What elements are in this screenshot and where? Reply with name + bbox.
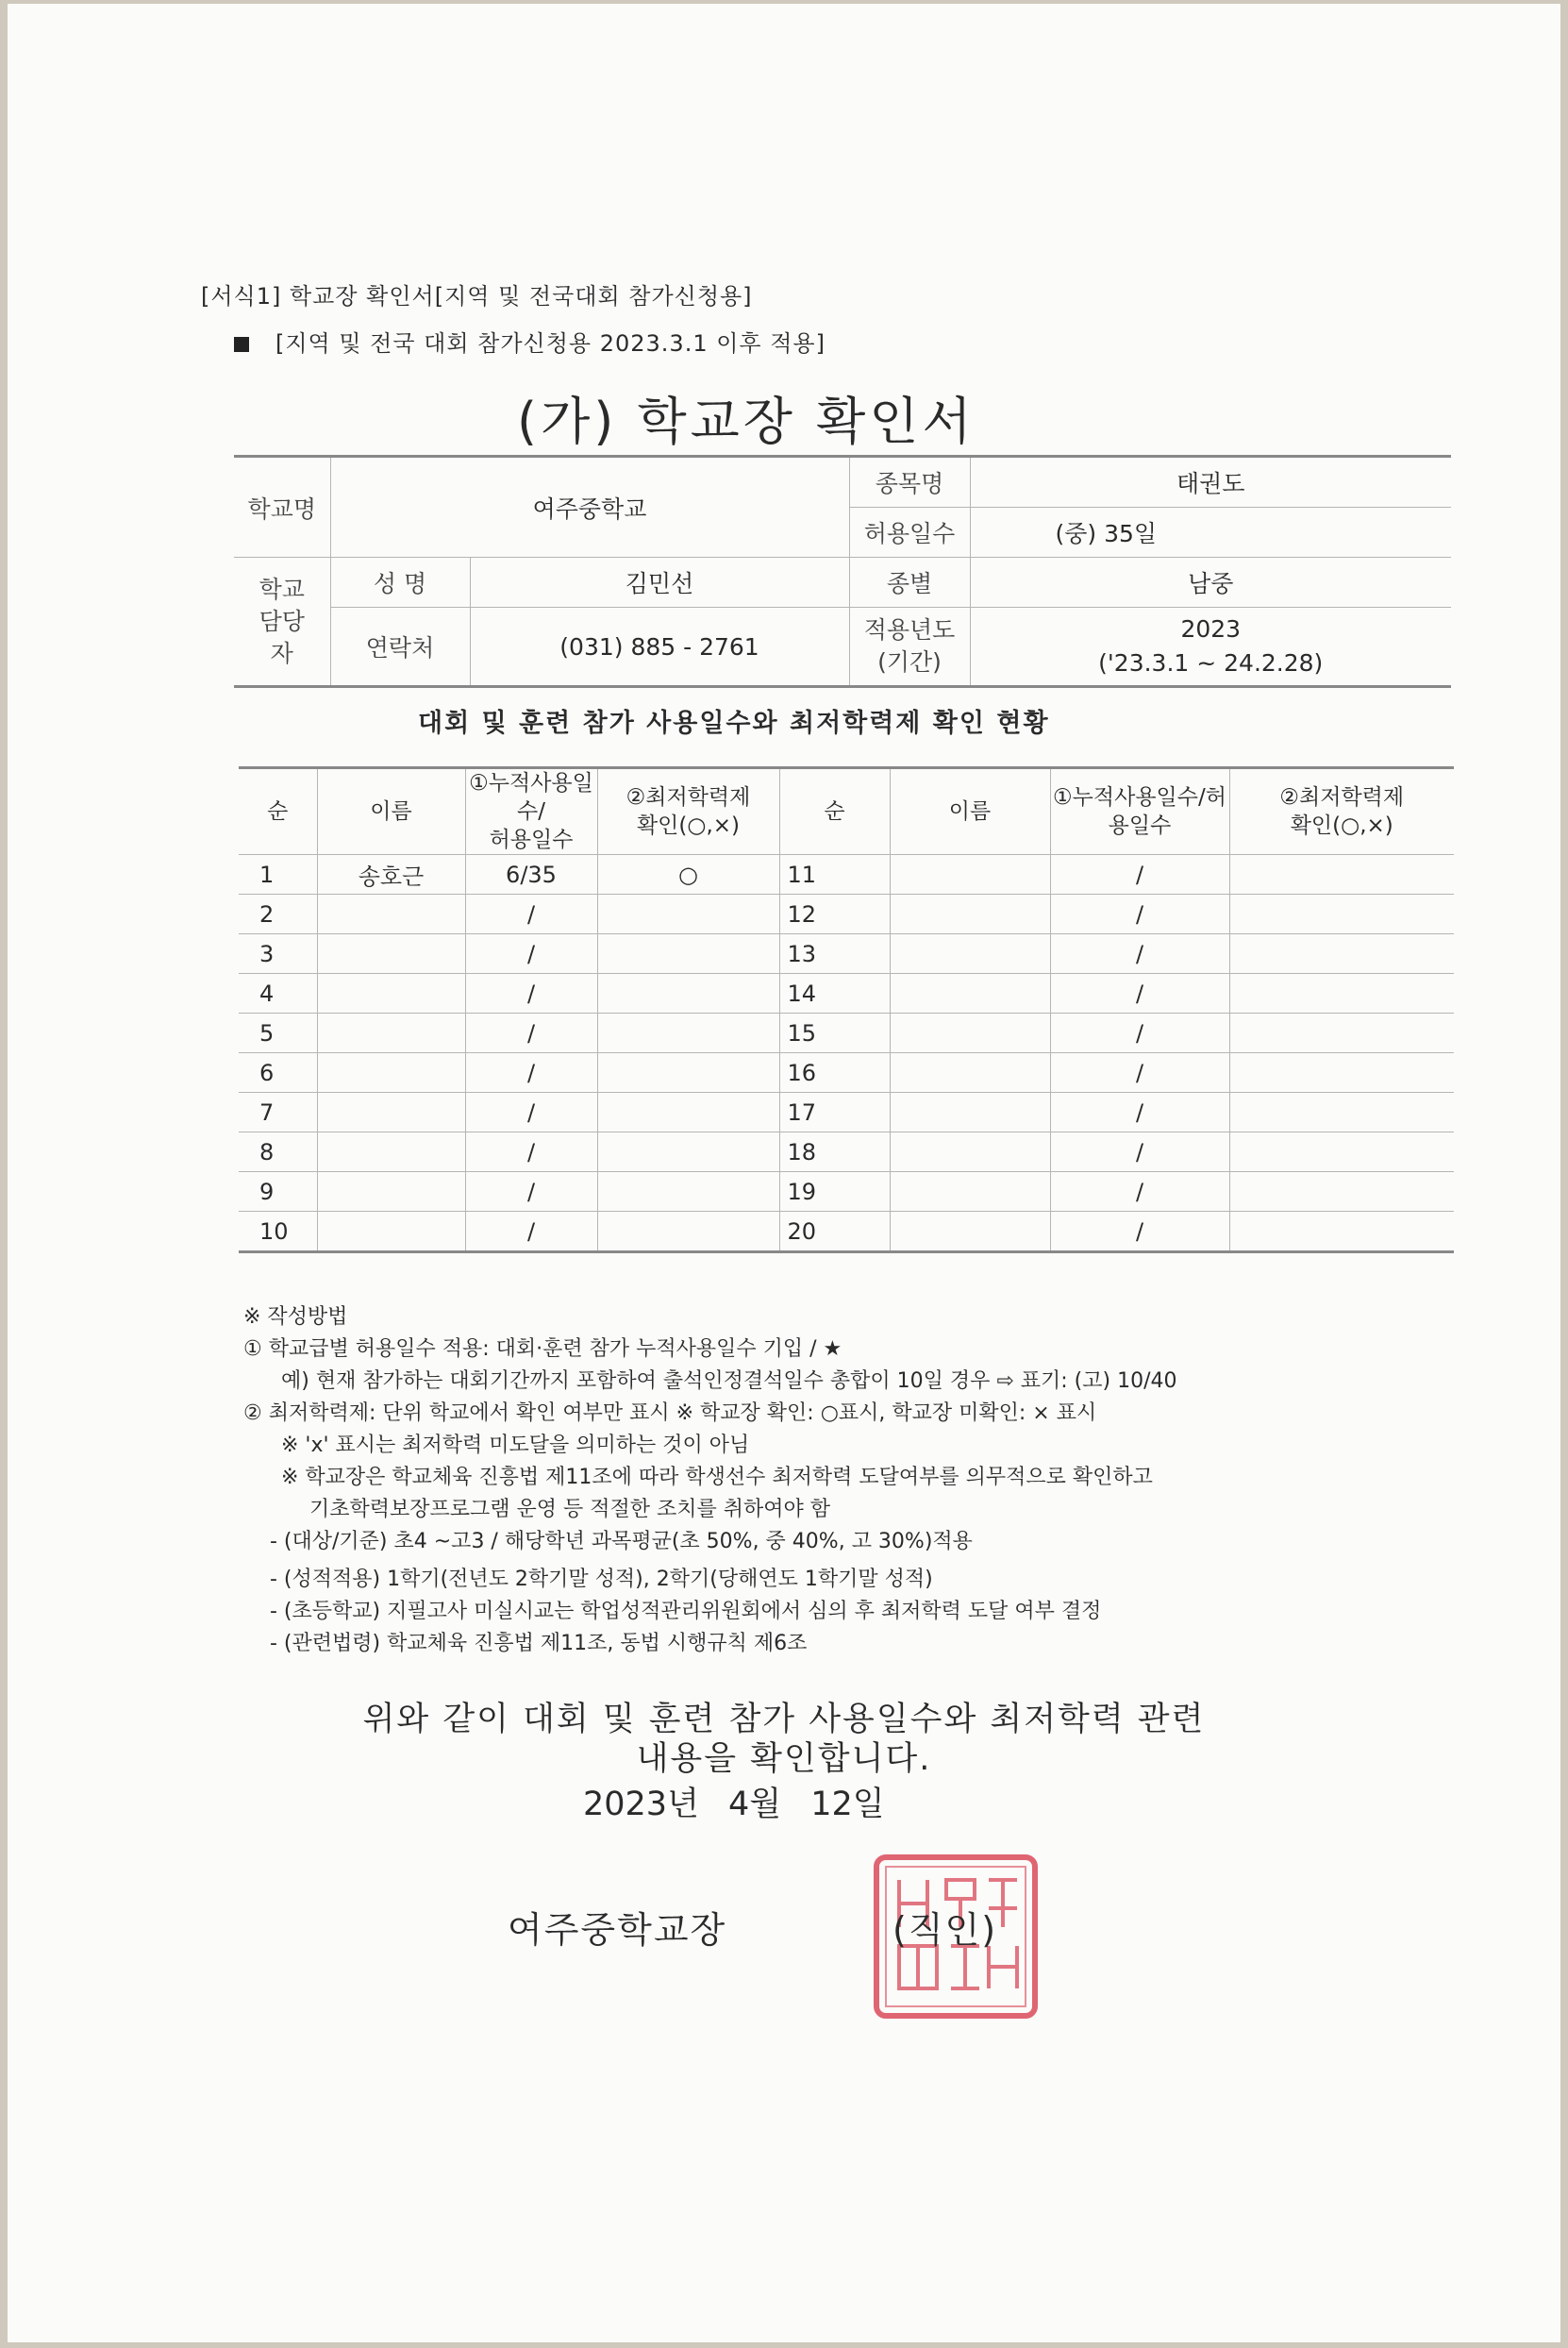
row-days: / [465, 1172, 597, 1212]
row-number: 2 [239, 895, 317, 934]
col-header-days [465, 768, 597, 855]
row-check-2 [1229, 1132, 1454, 1172]
row-days-2: / [1050, 1053, 1229, 1093]
name-value: 김민선 [470, 558, 849, 608]
row-days: / [465, 895, 597, 934]
info-table [234, 455, 1451, 688]
row-days: / [465, 1053, 597, 1093]
row-days-2: / [1050, 1132, 1229, 1172]
event-label: 종목명 [849, 457, 970, 508]
row-name-2 [890, 1172, 1050, 1212]
col-header-days2-line1: ①누적사용일수/허 [1053, 785, 1226, 810]
row-check [597, 1132, 779, 1172]
row-days-2: / [1050, 1172, 1229, 1212]
row-name-2 [890, 1132, 1050, 1172]
row-name-2 [890, 1212, 1050, 1252]
name-label: 성 명 [330, 558, 470, 608]
confirm-line-2: 내용을 확인합니다. [636, 1740, 932, 1778]
row-number-2: 19 [779, 1172, 890, 1212]
col-header-no-2: 순 [779, 768, 890, 855]
page-title: (가) 학교장 확인서 [517, 392, 976, 451]
row-name [317, 1053, 465, 1093]
instructions [243, 1301, 1176, 1660]
row-number-2: 17 [779, 1093, 890, 1132]
row-check [597, 895, 779, 934]
row-number: 4 [239, 974, 317, 1014]
form-label: [서식1] 학교장 확인서[지역 및 전국대회 참가신청용] [201, 283, 753, 310]
row-name [317, 1014, 465, 1053]
col-header-days-line2: 허용일수 [489, 828, 574, 852]
row-number-2: 18 [779, 1132, 890, 1172]
row-check [597, 1093, 779, 1132]
row-check-2 [1229, 1014, 1454, 1053]
year-value-cell [970, 608, 1451, 687]
row-name [317, 895, 465, 934]
row-check [597, 1212, 779, 1252]
row-name-2 [890, 1053, 1050, 1093]
col-header-acad-line1: ②최저학력제 [626, 785, 751, 810]
table-row [239, 855, 1454, 895]
row-number: 3 [239, 934, 317, 974]
row-name [317, 1212, 465, 1252]
school-name: 여주중학교 [330, 457, 849, 558]
row-check-2 [1229, 1093, 1454, 1132]
col-header-name-2: 이름 [890, 768, 1050, 855]
col-header-acad2-line1: ②최저학력제 [1279, 785, 1405, 810]
row-name-2 [890, 934, 1050, 974]
row-number-2: 13 [779, 934, 890, 974]
row-days-2: / [1050, 1212, 1229, 1252]
row-number: 5 [239, 1014, 317, 1053]
row-days: / [465, 1212, 597, 1252]
row-number-2: 20 [779, 1212, 890, 1252]
category-label: 종별 [849, 558, 970, 608]
document-page [8, 4, 1560, 2342]
confirm-line-1: 위와 같이 대회 및 훈련 참가 사용일수와 최저학력 관련 [362, 1701, 1206, 1738]
detail-3: - (초등학교) 지필고사 미실시교는 학업성적관리위원회에서 심의 후 최저학력 도달 여부 결정 [270, 1600, 1102, 1623]
contact-label: 연락처 [330, 608, 470, 687]
row-number-2: 14 [779, 974, 890, 1014]
row-days-2: / [1050, 855, 1229, 895]
row-name-2 [890, 1093, 1050, 1132]
period-value: ('23.3.1 ~ 24.2.28) [1098, 649, 1324, 677]
principal-title: 여주중학교장 [508, 1909, 727, 1951]
row-number: 10 [239, 1212, 317, 1252]
row-number-2: 15 [779, 1014, 890, 1053]
table-row [239, 1132, 1454, 1172]
row-name-2 [890, 974, 1050, 1014]
row-check-2 [1229, 934, 1454, 974]
manager-label: 학교 담당자 [234, 558, 330, 687]
col-header-days2-line2: 용일수 [1108, 813, 1172, 838]
scope-note-text: [지역 및 전국 대회 참가신청용 2023.3.1 이후 적용] [275, 330, 826, 357]
row-check: ○ [597, 855, 779, 895]
row-check-2 [1229, 1053, 1454, 1093]
row-days-2: / [1050, 895, 1229, 934]
detail-1: - (대상/기준) 초4 ~고3 / 해당학년 과목평균(초 50%, 중 40%, 고 30%)적용 [270, 1530, 973, 1553]
detail-2: - (성적적용) 1학기(전년도 2학기말 성적), 2학기(당해연도 1학기말 성적) [270, 1568, 933, 1591]
confirm-date: 2023년 4월 12일 [583, 1786, 885, 1823]
year-value: 2023 [1180, 615, 1242, 643]
row-name [317, 974, 465, 1014]
row-number-2: 12 [779, 895, 890, 934]
table-row [239, 895, 1454, 934]
row-days: / [465, 1132, 597, 1172]
note-2-b1: ※ 학교장은 학교체육 진흥법 제11조에 따라 학생선수 최저학력 도달여부를 의무적으로 확인하고 [281, 1466, 1153, 1489]
row-name-2 [890, 895, 1050, 934]
year-label-cell [849, 608, 970, 687]
note-2-b2: 기초학력보장프로그램 운영 등 적절한 조치를 취하여야 함 [309, 1498, 831, 1521]
row-name: 송호근 [317, 855, 465, 895]
note-1-example: 예) 현재 참가하는 대회기간까지 포함하여 출석인정결석일수 총합이 10일 경우 ⇨ 표기: (고) 10/40 [281, 1369, 1177, 1393]
contact-value: (031) 885 - 2761 [470, 608, 849, 687]
row-name [317, 1132, 465, 1172]
table-subtitle: 대회 및 훈련 참가 사용일수와 최저학력제 확인 현황 [418, 709, 1050, 738]
square-bullet-icon [234, 337, 249, 352]
note-2: ② 최저학력제: 단위 학교에서 확인 여부만 표시 ※ 학교장 확인: ○표시, 학교장 미확인: × 표시 [243, 1401, 1097, 1425]
event-value: 태권도 [970, 457, 1451, 508]
notes-heading: ※ 작성방법 [243, 1305, 348, 1329]
row-number: 6 [239, 1053, 317, 1093]
row-days: 6/35 [465, 855, 597, 895]
year-label: 적용년도 [863, 616, 956, 644]
row-number: 8 [239, 1132, 317, 1172]
table-body [239, 855, 1454, 1252]
row-check-2 [1229, 1172, 1454, 1212]
row-number: 9 [239, 1172, 317, 1212]
allowed-days-value: (중) 35일 [970, 508, 1451, 558]
row-check [597, 1172, 779, 1212]
row-check-2 [1229, 974, 1454, 1014]
row-name [317, 1172, 465, 1212]
row-days-2: / [1050, 934, 1229, 974]
row-days-2: / [1050, 1014, 1229, 1053]
table-row [239, 1053, 1454, 1093]
row-name-2 [890, 1014, 1050, 1053]
col-header-days-line1: ①누적사용일수/ [469, 771, 593, 824]
table-row [239, 934, 1454, 974]
seal-label: (직인) [892, 1909, 998, 1951]
row-check [597, 974, 779, 1014]
table-row [239, 1014, 1454, 1053]
col-header-no: 순 [239, 768, 317, 855]
col-header-days-2 [1050, 768, 1229, 855]
col-header-acad-line2: 확인(○,×) [636, 813, 741, 838]
row-name-2 [890, 855, 1050, 895]
row-days: / [465, 1014, 597, 1053]
note-2-a: ※ 'x' 표시는 최저학력 미도달을 의미하는 것이 아님 [281, 1434, 750, 1457]
col-header-acad [597, 768, 779, 855]
participation-table [239, 766, 1454, 1253]
allowed-days-label: 허용일수 [849, 508, 970, 558]
row-name [317, 934, 465, 974]
school-label: 학교명 [234, 457, 330, 558]
row-days: / [465, 974, 597, 1014]
row-number: 1 [239, 855, 317, 895]
row-check [597, 1053, 779, 1093]
row-days: / [465, 1093, 597, 1132]
row-days-2: / [1050, 1093, 1229, 1132]
row-number: 7 [239, 1093, 317, 1132]
table-row [239, 1212, 1454, 1252]
note-1: ① 학교급별 허용일수 적용: 대회·훈련 참가 누적사용일수 기입 / ★ [243, 1337, 842, 1361]
row-number-2: 11 [779, 855, 890, 895]
row-days: / [465, 934, 597, 974]
row-name [317, 1093, 465, 1132]
scope-note [234, 325, 826, 358]
period-label: (기간) [877, 648, 942, 676]
table-row [239, 974, 1454, 1014]
col-header-acad-2 [1229, 768, 1454, 855]
row-check-2 [1229, 855, 1454, 895]
col-header-acad2-line2: 확인(○,×) [1290, 813, 1393, 838]
category-value: 남중 [970, 558, 1451, 608]
detail-4: - (관련법령) 학교체육 진흥법 제11조, 동법 시행규칙 제6조 [270, 1632, 808, 1655]
row-check-2 [1229, 895, 1454, 934]
row-check [597, 934, 779, 974]
row-number-2: 16 [779, 1053, 890, 1093]
row-check-2 [1229, 1212, 1454, 1252]
col-header-name: 이름 [317, 768, 465, 855]
row-days-2: / [1050, 974, 1229, 1014]
row-check [597, 1014, 779, 1053]
table-row [239, 1093, 1454, 1132]
table-row [239, 1172, 1454, 1212]
